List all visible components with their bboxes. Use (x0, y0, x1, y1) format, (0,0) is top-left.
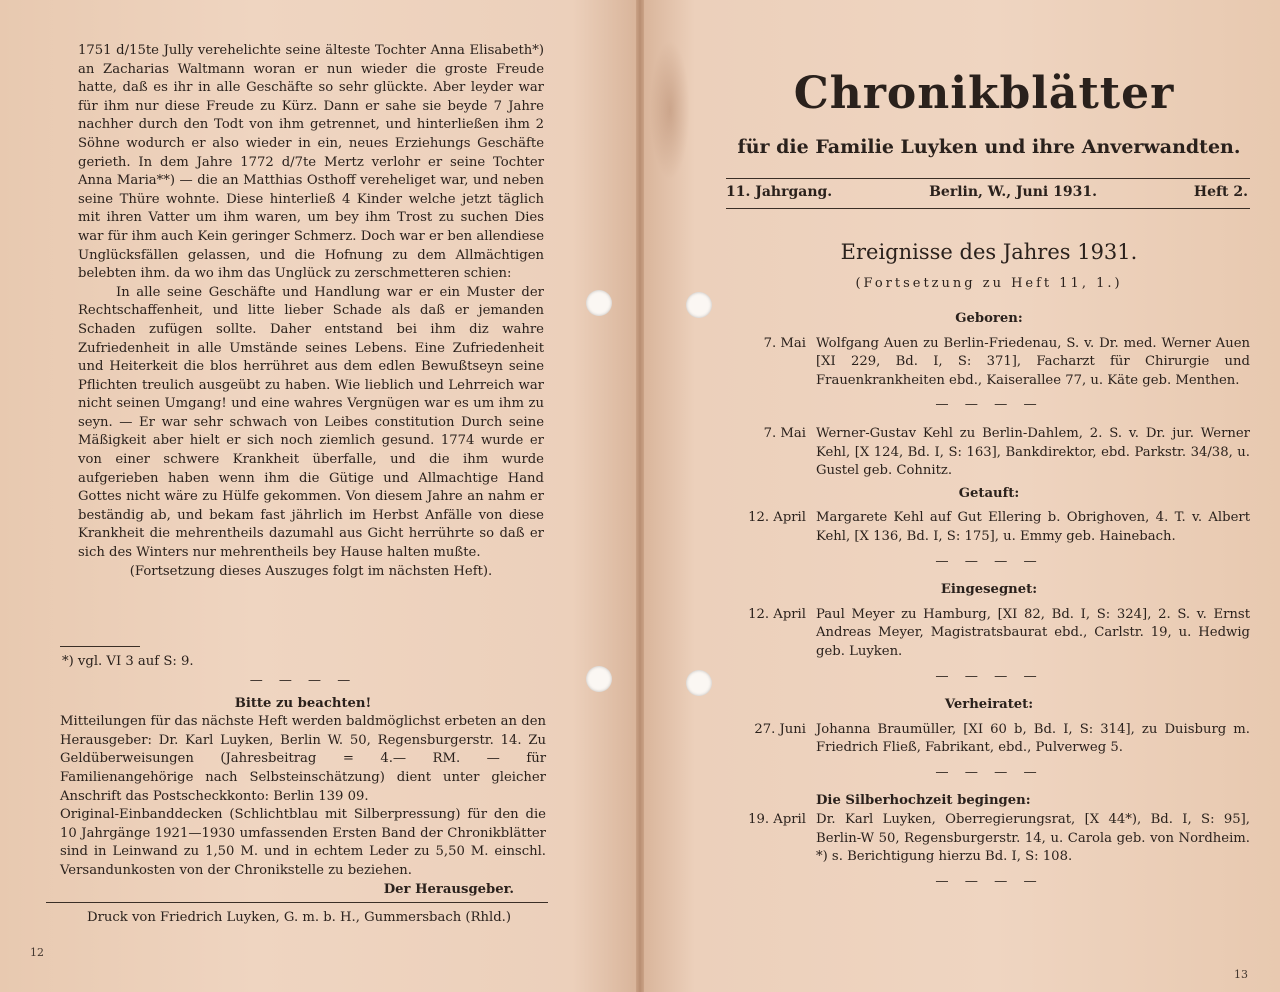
event-entry (728, 811, 1250, 867)
section-title: Ereignisse des Jahres 1931. (840, 240, 1138, 264)
punch-hole (686, 670, 712, 696)
page-number: 12 (30, 946, 44, 959)
event-entry (728, 335, 1250, 391)
notice-signature: Der Herausgeber. (383, 881, 514, 897)
paper-stain (650, 40, 690, 180)
separator: — — — — (249, 673, 357, 688)
body-text (78, 42, 544, 581)
issue-year: 11. Jahrgang. (726, 184, 833, 200)
paragraph: 1751 d/15te Jully verehelichte seine älteste Tochter Anna Elisabeth*) an Zacharias Waltmann woran er nun wieder die groste Freude hatte, daß es ihr in alle Geschäfte so sehr glückte. Aber leyder war für ihm nur diese Freude zu Kürz. Dann er sahe sie beyde 7 Jahre nachher durch den Todt von ihm getrennet, und hinterließen ihm 2 Söhne wodurch er also wieder in ein, neues Erziehungs Geschäfte gerieth. In dem Jahre 1772 d/7te Mertz verlohr er seine Tochter Anna Maria**) — die an Matthias Osthoff vereheliget war, und neben seine Thüre wohnte. Diese hinterließ 4 Kinder welche jetzt täglich mit ihren Vatter um ihm waren, um bey ihm Trost zu suchen Dies war für ihm auch Kein geringer Schmerz. Doch war er ben allendiese Unglücksfällen gelassen, und die Hofnung zu dem Allmächtigen belebten ihm. da wo ihm das Unglück zu zerschmetteren schien: (78, 43, 544, 282)
punch-hole (686, 292, 712, 318)
events-list (728, 306, 1250, 901)
event-text: Werner-Gustav Kehl zu Berlin-Dahlem, 2. S. v. Dr. jur. Werner Kehl, [X 124, Bd. I, S: 163], Bankdirektor, ebd. Parkstr. 34/38, u. Gustel geb. Cohnitz. (816, 425, 1250, 479)
notice-paragraph: Original-Einbanddecken (Schlichtblau mit Silberpressung) für den die 10 Jahrgänge 1921—1930 umfassenden Ersten Band der Chronikblätter sind in Leinwand zu 1,50 M. und in echtem Leder zu 5,50 M. einschl. Versandunkosten von der Chronikstelle zu beziehen. (60, 807, 546, 878)
printer-rule (46, 902, 548, 903)
issue-place-date: Berlin, W., Juni 1931. (929, 184, 1097, 200)
category-silver-wedding: Die Silberhochzeit begingen: (816, 793, 1031, 809)
right-page (644, 0, 1280, 992)
category-born: Geboren: (955, 311, 1023, 326)
separator: — — — — (935, 764, 1043, 780)
notice-title: Bitte zu beachten! (234, 695, 372, 711)
issue-line (726, 184, 1248, 200)
masthead-subtitle: für die Familie Luyken und ihre Anverwandten. (737, 136, 1241, 158)
notice-paragraph: Mitteilungen für das nächste Heft werden baldmöglichst erbeten an den Herausgeber: Dr. Karl Luyken, Berlin W. 50, Regensburgerstr. 14. Zu Geldüberweisungen (Jahresbeitrag = 4.— RM. — für Familienangehörige nach Selbsteinschätzung) dient unter gleicher Anschrift das Postscheckkonto: Berlin 139 09. (60, 714, 546, 804)
event-date: 12. April (748, 510, 806, 526)
separator: — — — — (935, 873, 1043, 889)
event-entry (728, 425, 1250, 481)
masthead-title: Chronikblätter (793, 68, 1175, 119)
notice-box (60, 672, 546, 899)
left-page (0, 0, 636, 992)
event-text: Johanna Braumüller, [XI 60 b, Bd. I, S: 314], zu Duisburg m. Friedrich Fließ, Fabrikant, ebd., Pulverweg 5. (816, 721, 1250, 756)
category-confirmed: Eingesegnet: (940, 582, 1038, 598)
category-married: Verheiratet: (944, 697, 1034, 713)
gutter (636, 0, 644, 992)
category-baptized: Getauft: (958, 485, 1020, 501)
event-date: 7. Mai (763, 335, 806, 351)
punch-hole (586, 290, 612, 316)
issue-number: Heft 2. (1193, 184, 1248, 200)
footnote-rule (60, 646, 140, 647)
footnote: *) vgl. VI 3 auf S: 9. (62, 654, 194, 669)
paragraph: In alle seine Geschäfte und Handlung war er ein Muster der Rechtschaffenheit, und litte lieber Schade als daß er jemanden Schaden zufügen sollte. Daher entstand bei ihm diz wahre Zufriedenheit in alle Umstände seines Lebens. Eine Zufriedenheit und Heiterkeit die blos herrühret aus dem edlen Bewußtseyn seine Pflichten treulich ausgeübt zu haben. Wie lieblich und Lehrreich war nicht seinen Umgang! und eine wahres Vergnügen war es um ihm zu seyn. — Er war sehr schwach von Leibes constitution Durch seine Mäßigkeit aber hielt er sich noch ziemlich gesund. 1774 wurde er von einer schwere Krankheit überfalle, und die ihm wurde aufgerieben haben wenn ihm die Gütige und Allmachtige Hand Gottes nicht wäre zu Hülfe gekommen. Von diesem Jahre an nahm er beständig ab, und bekam fast jährlich im Herbst Anfälle von diese Krankheit die mehrentheils dazumahl aus Gicht herrührte so daß er sich des Winters nur mehrentheils bey Hause halten mußte. (78, 284, 544, 561)
event-date: 7. Mai (763, 425, 806, 441)
section-subtitle: (Fortsetzung zu Heft 11, 1.) (855, 276, 1123, 291)
event-text: Wolfgang Auen zu Berlin-Friedenau, S. v. Dr. med. Werner Auen [XI 229, Bd. I, S: 371], Facharzt für Chirurgie und Frauenkrankheiten ebd., Kaiserallee 77, u. Käte geb. Menthen. (816, 335, 1250, 388)
event-date: 12. April (748, 606, 806, 622)
issue-rule (726, 178, 1250, 179)
printer-imprint: Druck von Friedrich Luyken, G. m. b. H., Gummersbach (Rhld.) (87, 910, 511, 925)
separator: — — — — (935, 553, 1043, 569)
continuation-note: (Fortsetzung dieses Auszuges folgt im nächsten Heft). (129, 563, 493, 579)
separator: — — — — (935, 397, 1043, 413)
issue-rule (726, 208, 1250, 209)
separator: — — — — (935, 668, 1043, 684)
event-text: Margarete Kehl auf Gut Ellering b. Obrighoven, 4. T. v. Albert Kehl, [X 136, Bd. I, S: 175], u. Emmy geb. Hainebach. (816, 510, 1250, 544)
event-entry (728, 606, 1250, 662)
event-text: Paul Meyer zu Hamburg, [XI 82, Bd. I, S: 324], 2. S. v. Ernst Andreas Meyer, Magistratsbaurat ebd., Carlstr. 19, u. Hedwig geb. Luyken. (816, 606, 1250, 659)
event-date: 19. April (748, 812, 806, 828)
page-number: 13 (1234, 968, 1248, 981)
event-entry (728, 509, 1250, 546)
punch-hole (586, 666, 612, 692)
event-date: 27. Juni (754, 721, 806, 737)
event-entry (728, 721, 1250, 758)
event-text: Dr. Karl Luyken, Oberregierungsrat, [X 44*), Bd. I, S: 95], Berlin-W 50, Regensburgerstr. 14, u. Carola geb. von Nordheim. *) s. Berichtigung hierzu Bd. I, S: 108. (816, 812, 1250, 865)
